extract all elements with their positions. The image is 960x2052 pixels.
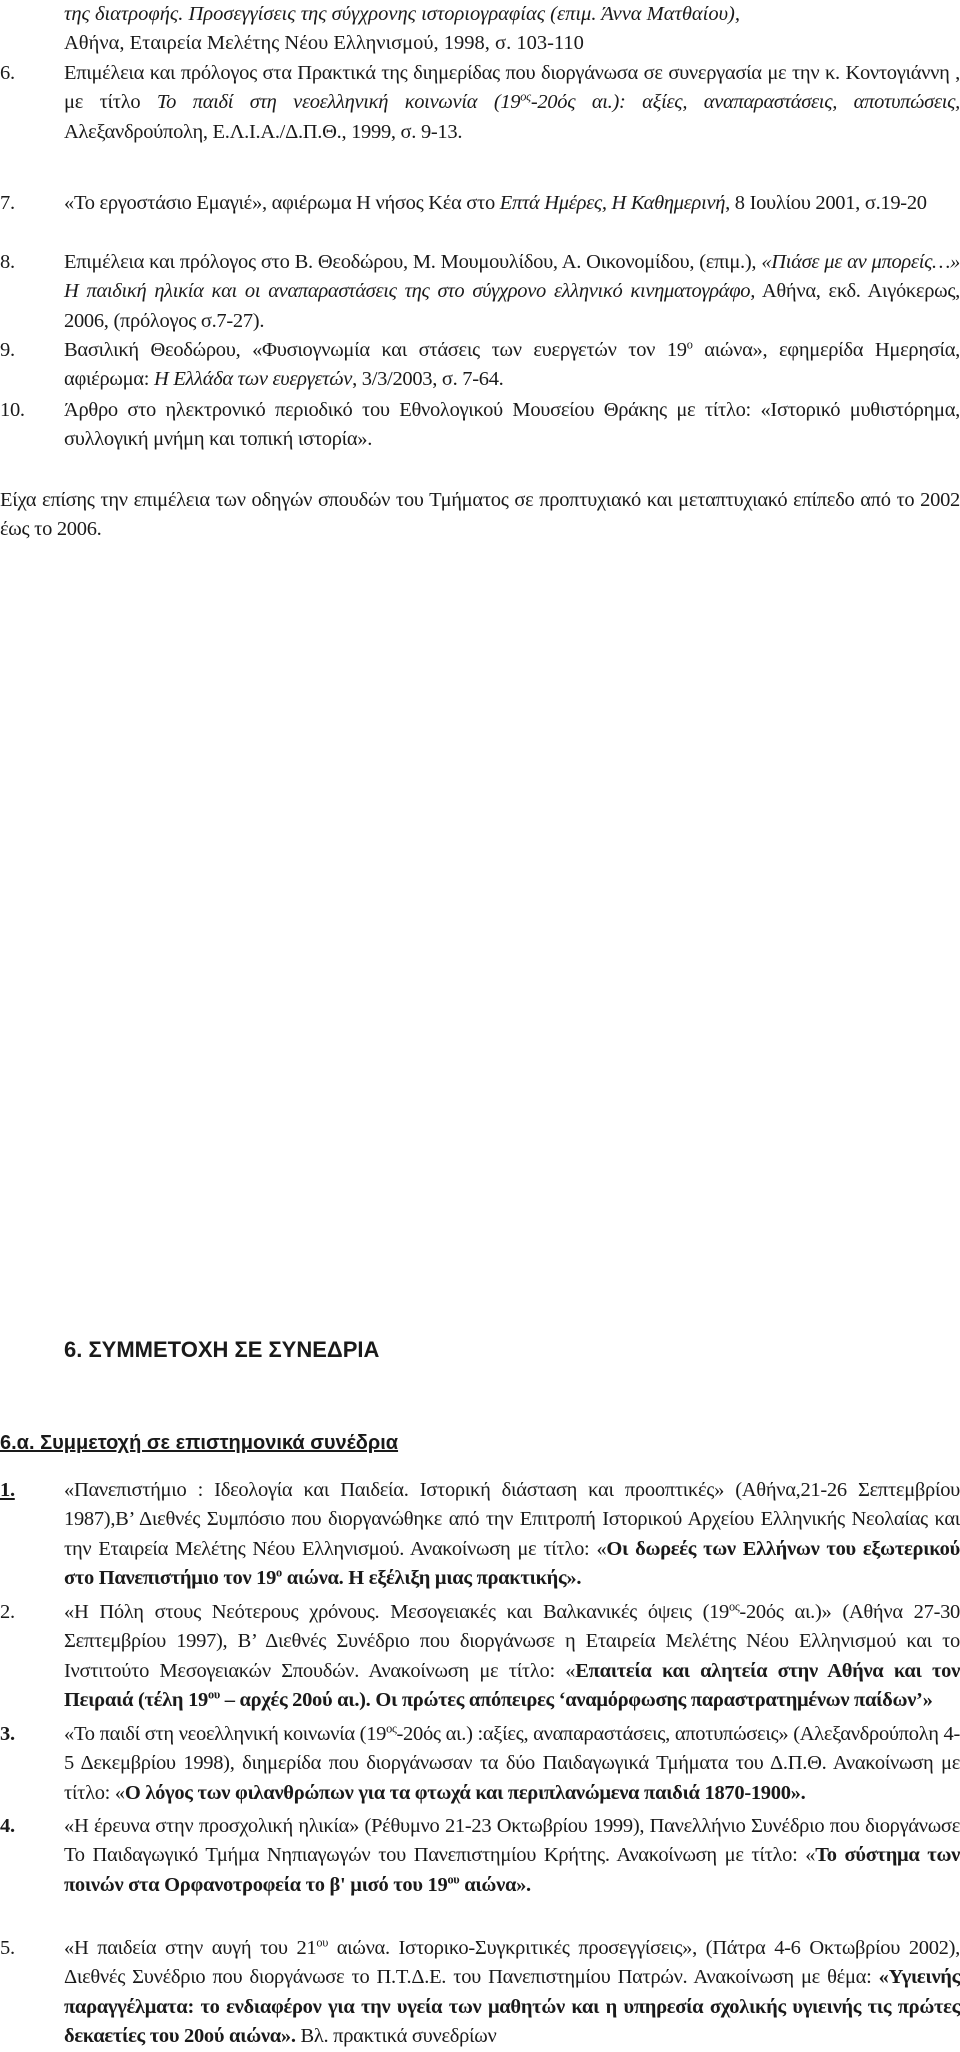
- conference-item-2: 2. «Η Πόλη στους Νεότερους χρόνους. Μεσογειακές και Βαλκανικές όψεις ($19^{o\varsigma}-20ό\varsigma$ αι.)» (Αθήνα 27-30 Σεπτεμβρίου 1997), Β’ Διεθνές Συνέδριο που διοργάνωσε η Εταιρεία Μελέτης Νέου Ελληνισμού και το Ινστιτούτο Μεσογειακών Σπουδών. Ανακοίνωση με τίτλο: «Επαιτεία και αλητεία στην Αθήνα και τον Πειραιά (τέλη $19^{o\upsilon}$ – αρχές 20ού αι.). Οι πρώτες απόπειρες ‘αναμόρφωσης παραστρατημένων παίδων’»: [0, 1599, 960, 1712]
- item-number: 1.: [0, 1479, 15, 1501]
- continuation-line-2: Αθήνα, Εταιρεία Μελέτης Νέου Ελληνισμού, 1998, σ. 103-110: [64, 32, 584, 55]
- conference-item-1: 1. «Πανεπιστήμιο : Ιδεολογία και Παιδεία. Ιστορική διάσταση και προοπτικές» (Αθήνα,21-26 Σεπτεμβρίου 1987),Β’ Διεθνές Συμπόσιο που διοργανώθηκε από την Επιτροπή Ιστορικού Αρχείου Ελληνικής Νεολαίας και την Εταιρεία Μελέτης Νέου Ελληνισμού. Ανακοίνωση με τίτλο: «Οι δωρεές των Ελλήνων του εξωτερικού στο Πανεπιστήμιο τον $19^o$ αιώνα. Η εξέλιξη μιας πρακτικής».: [0, 1476, 960, 1594]
- item-number: 7.: [0, 192, 15, 214]
- list-item-7: 7. «Το εργοστάσιο Εμαγιέ», αφιέρωμα Η νήσος Κέα στο Επτά Ημέρες, Η Καθημερινή, 8 Ιουλίου 2001, σ.19-20: [0, 189, 960, 218]
- subsection-heading: 6.α. Συμμετοχή σε επιστημονικά συνέδρια: [0, 1432, 399, 1454]
- list-item-8: 8. Επιμέλεια και πρόλογος στο Β. Θεοδώρου, Μ. Μουμουλίδου, Α. Οικονομίδου, (επιμ.), «Πιάσε με αν μπορείς…» Η παιδική ηλικία και οι αναπαραστάσεις της στο σύγχρονο ελληνικό κινηματογράφο, Αθήνα, εκδ. Αιγόκερως, 2006, (πρόλογος σ.7-27).: [0, 248, 960, 336]
- conference-item-3: 3. «Το παιδί στη νεοελληνική κοινωνία ($19^{o\varsigma}-20ό\varsigma$ αι.) :αξίες, αναπαραστάσεις, αποτυπώσεις» (Αλεξανδρούπολη 4-5 Δεκεμβρίου 1998), διημερίδα που διοργάνωσαν τα δύο Παιδαγωγικά Τμήματα του Δ.Π.Θ. Ανακοίνωση με τίτλο: «Ο λόγος των φιλανθρώπων για τα φτωχά και περιπλανώμενα παιδιά 1870-1900».: [0, 1721, 960, 1804]
- conference-item-5: 5. «Η παιδεία στην αυγή του $21^{o\upsilon}$ αιώνα. Ιστορικο-Συγκριτικές προσεγγίσεις», (Πάτρα 4-6 Οκτωβρίου 2002), Διεθνές Συνέδριο που διοργάνωσε το Π.Τ.Δ.Ε. του Πανεπιστημίου Πατρών. Ανακοίνωση με θέμα: «Υγιεινής παραγγέλματα: το ενδιαφέρον για την υγεία των μαθητών και η υπηρεσία σχολικής υγιεινής τις πρώτες δεκαετίες του 20ού αιώνα». Βλ. πρακτικά συνεδρίων: [0, 1935, 960, 2048]
- item-number: 8.: [0, 251, 15, 273]
- list-item-9: 9. Βασιλική Θεοδώρου, «Φυσιογνωμία και στάσεις των ευεργετών τον $19^o$ αιώνα», εφημερίδα Ημερησία, αφιέρωμα: Η Ελλάδα των ευεργετών, 3/3/2003, σ. 7-64.: [0, 337, 960, 391]
- list-item-6: 6. Επιμέλεια και πρόλογος στα Πρακτικά της διημερίδας που διοργάνωσα σε συνεργασία με την κ. Κοντογιάννη , με τίτλο Το παιδί στη νεοελληνική κοινωνία ($19^{o\varsigma}-20ό\varsigma$ αι.): αξίες, αναπαραστάσεις, αποτυπώσεις, Αλεξανδρούπολη, Ε.Λ.Ι.Α./Δ.Π.Θ., 1999, σ. 9-13.: [0, 59, 960, 147]
- item-number: 5.: [0, 1937, 15, 1959]
- item-number: 4.: [0, 1815, 15, 1837]
- item-number: 6.: [0, 62, 15, 84]
- item-number: 3.: [0, 1723, 15, 1745]
- conference-item-4: 4. «Η έρευνα στην προσχολική ηλικία» (Ρέθυμνο 21-23 Οκτωβρίου 1999), Πανελλήνιο Συνέδριο που διοργάνωσε Το Παιδαγωγικό Τμήμα Νηπιαγωγών του Πανεπιστημίου Κρήτης. Ανακοίνωση με τίτλο: «Το σύστημα των ποινών στα Ορφανοτροφεία το β' μισό του $19^{o\upsilon}$ αιώνα».: [0, 1812, 960, 1900]
- item-number: 9.: [0, 339, 15, 361]
- item-number: 2.: [0, 1601, 15, 1623]
- continuation-line-1: της διατροφής. Προσεγγίσεις της σύγχρονης ιστοριογραφίας (επιμ. Άννα Ματθαίου),: [64, 3, 740, 25]
- list-item-continuation: [0, 0, 960, 59]
- item-number: 10.: [0, 399, 25, 421]
- section-heading: 6. ΣΥΜΜΕΤΟΧΗ ΣΕ ΣΥΝΕΔΡΙΑ: [64, 1337, 380, 1362]
- list-item-10: 10. Άρθρο στο ηλεκτρονικό περιοδικό του Εθνολογικού Μουσείου Θράκης με τίτλο: «Ιστορικό μυθιστόρημα, συλλογική μνήμη και τοπική ιστορία».: [0, 396, 960, 455]
- paragraph-study-guides: Είχα επίσης την επιμέλεια των οδηγών σπουδών του Τμήματος σε προπτυχιακό και μεταπτυχιακό επίπεδο από το 2002 έως το 2006.: [0, 489, 960, 541]
